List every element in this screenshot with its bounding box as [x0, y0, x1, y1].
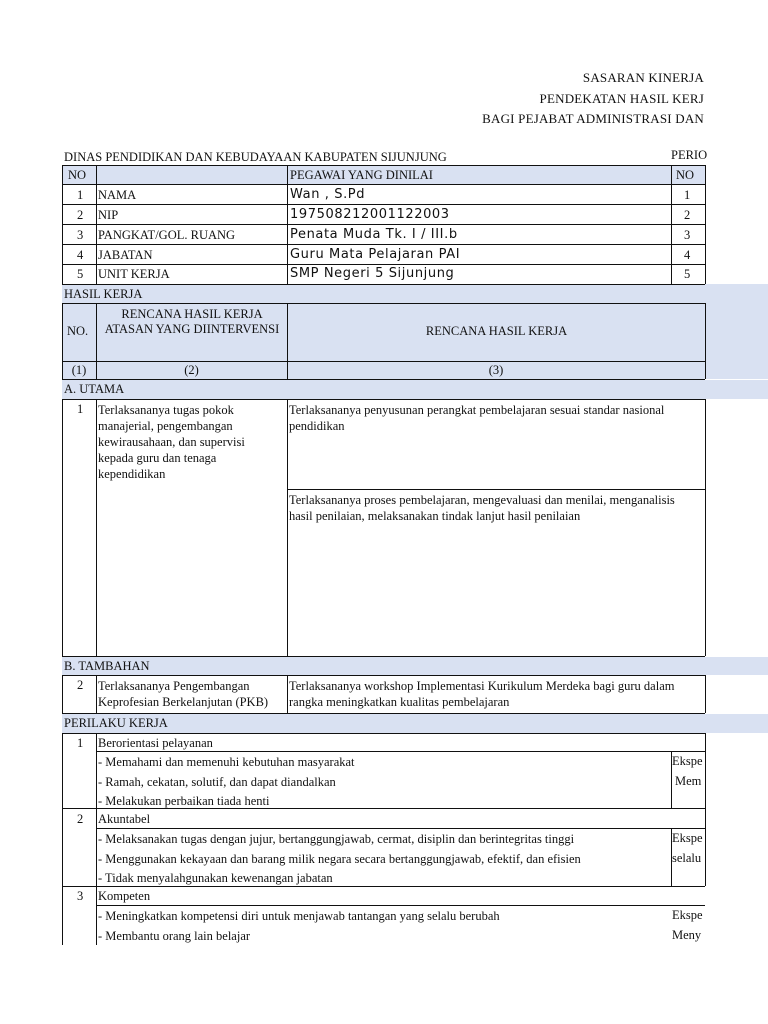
- utama-no: 1: [77, 402, 84, 416]
- utama-label: A. UTAMA: [64, 382, 125, 396]
- perilaku-item: - Melakukan perbaikan tiada henti: [98, 794, 270, 808]
- perilaku-right: Ekspe: [672, 831, 703, 845]
- employee-row-no: 5: [77, 267, 84, 281]
- employee-row-label: JABATAN: [98, 248, 153, 262]
- employee-row-right-no: 5: [684, 267, 691, 281]
- utama-atasan-text: Terlaksananya tugas pokok manajerial, pengembangan kewirausahaan, dan supervisi kepada guru dan tenaga kependidikan: [98, 403, 245, 481]
- tambahan-rencana-text: Terlaksananya workshop Implementasi Kurikulum Merdeka bagi guru dalam rangka meningkatkan kualitas pembelajaran: [289, 679, 675, 709]
- doc-subtitle-2: BAGI PEJABAT ADMINISTRASI DAN: [482, 111, 704, 126]
- perilaku-right: Ekspe: [672, 908, 703, 922]
- perilaku-label: PERILAKU KERJA: [64, 716, 168, 730]
- employee-row-no: 3: [77, 228, 84, 242]
- employee-row-value: Penata Muda Tk. I / III.b: [290, 227, 458, 242]
- employee-row-value: Guru Mata Pelajaran PAI: [290, 247, 461, 262]
- employee-row-value: SMP Negeri 5 Sijunjung: [290, 266, 455, 281]
- perilaku-right: Ekspe: [672, 754, 703, 768]
- hk-col-no: NO.: [67, 324, 89, 338]
- employee-row-right-no: 3: [684, 228, 691, 242]
- doc-subtitle: PENDEKATAN HASIL KERJ: [539, 91, 704, 106]
- employee-col-no-right: NO: [676, 168, 695, 182]
- perilaku-no: 1: [77, 736, 84, 750]
- perilaku-no: 3: [77, 889, 84, 903]
- employee-row-right-no: 1: [684, 188, 691, 202]
- perilaku-item: - Tidak menyalahgunakan kewenangan jabatan: [98, 871, 333, 885]
- perilaku-title: Berorientasi pelayanan: [98, 736, 213, 750]
- employee-col-no: NO: [68, 168, 87, 182]
- utama-fill: [62, 380, 705, 399]
- employee-row-right-no: 4: [684, 248, 691, 262]
- hasil-kerja-label: HASIL KERJA: [64, 287, 143, 301]
- tambahan-atasan-text: Terlaksananya Pengembangan Keprofesian Berkelanjutan (PKB): [98, 679, 269, 709]
- perilaku-title: Akuntabel: [98, 812, 151, 826]
- tambahan-fill: [62, 657, 705, 675]
- perilaku-item: - Menggunakan kekayaan dan barang milik negara secara bertanggungjawab, efektif, dan efisien: [98, 852, 581, 866]
- hk-num-2: (2): [184, 363, 199, 377]
- perilaku-item: - Ramah, cekatan, solutif, dan dapat diandalkan: [98, 775, 336, 789]
- hk-num-1: (1): [71, 363, 87, 377]
- perilaku-item: - Membantu orang lain belajar: [98, 929, 251, 943]
- right-fill-a: [705, 284, 768, 379]
- hasil-kerja-label-fill: [62, 284, 705, 303]
- hk-num-3: (3): [488, 363, 504, 377]
- perilaku-no: 2: [77, 812, 84, 826]
- doc-title: SASARAN KINERJA: [582, 70, 704, 85]
- perilaku-item: - Meningkatkan kompetensi diri untuk menjawab tantangan yang selalu berubah: [98, 909, 500, 923]
- employee-row-label: PANGKAT/GOL. RUANG: [98, 228, 236, 242]
- employee-row-right-no: 2: [684, 208, 691, 222]
- employee-row-label: NAMA: [98, 188, 137, 202]
- perilaku-right: selalu: [672, 851, 702, 865]
- perilaku-right: Mem: [675, 774, 702, 788]
- perilaku-right: Meny: [672, 928, 702, 942]
- office-name: DINAS PENDIDIKAN DAN KEBUDAYAAN KABUPATEN SIJUNJUNG: [64, 150, 447, 164]
- right-fill-b: [705, 380, 768, 399]
- employee-row-no: 4: [77, 248, 84, 262]
- employee-row-value: Wan , S.Pd: [290, 187, 366, 202]
- employee-row-label: NIP: [98, 208, 119, 222]
- perilaku-title: Kompeten: [98, 889, 151, 903]
- right-fill-d: [705, 714, 768, 733]
- utama-rencana-2: Terlaksananya proses pembelajaran, mengevaluasi dan menilai, menganalisis hasil penilaian, melaksanakan tindak lanjut hasil penilaian: [289, 493, 675, 523]
- employee-row-value: 197508212001122003: [290, 207, 450, 222]
- utama-rencana-1: Terlaksananya penyusunan perangkat pembelajaran sesuai standar nasional pendidikan: [289, 403, 665, 433]
- hk-col-rencana: RENCANA HASIL KERJA: [425, 324, 568, 338]
- employee-row-no: 2: [77, 208, 84, 222]
- perilaku-item: - Memahami dan memenuhi kebutuhan masyarakat: [98, 755, 355, 769]
- perilaku-item: - Melaksanakan tugas dengan jujur, bertanggungjawab, cermat, disiplin dan berintegritas tinggi: [98, 832, 575, 846]
- tambahan-label: B. TAMBAHAN: [64, 659, 150, 673]
- employee-row-no: 1: [77, 188, 84, 202]
- tambahan-no: 2: [77, 678, 84, 692]
- employee-col-title: PEGAWAI YANG DINILAI: [290, 168, 433, 182]
- right-fill-c: [705, 657, 768, 675]
- employee-row-label: UNIT KERJA: [98, 267, 170, 281]
- period-label: PERIO: [671, 148, 708, 162]
- hk-col-atasan: RENCANA HASIL KERJA ATASAN YANG DIINTERVENSI: [104, 307, 280, 336]
